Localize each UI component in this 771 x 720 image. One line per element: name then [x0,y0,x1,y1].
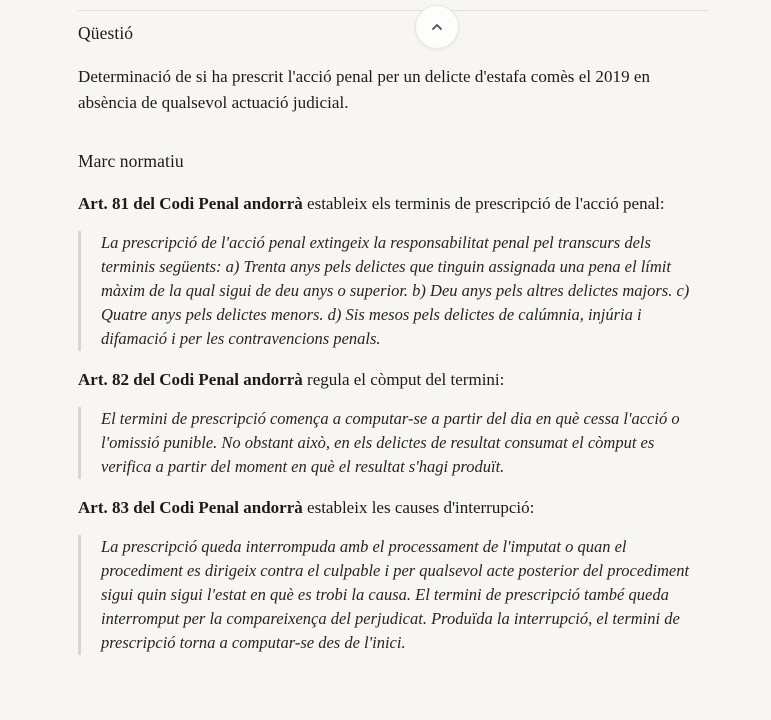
article-reference-3: Art. 83 del Codi Penal andorrà [78,498,303,518]
section-heading-marc-normatiu: Marc normatiu [78,150,184,171]
article-intro-2 [78,367,708,393]
article-quote-text-2: El termini de prescripció comença a computar-se a partir del dia en què cessa l'acció o l'omissió punible. No obstant això, en els delictes de resultat consumat el còmput es verifica a partir del moment en què el resultat s'hagi produït. [101,409,680,477]
question-paragraph: Determinació de si ha prescrit l'acció penal per un delicte d'estafa comès el 2019 en absència de qualsevol actuació judicial. [78,66,651,112]
article-quote-2 [78,407,708,479]
article-reference-2: Art. 82 del Codi Penal andorrà [78,370,303,390]
article-intro-text-2: regula el còmput del termini: [302,370,505,390]
article-content [78,22,708,671]
chevron-up-icon [430,20,444,34]
article-intro-text-1: estableix els terminis de prescripció de l'acció penal: [302,194,665,214]
article-quote-text-1: La prescripció de l'acció penal extingeix la responsabilitat penal pel transcurs dels terminis següents: a) Trenta anys pels delictes que tinguin assignada una pena el límit màxim de la qual sigui de deu anys o superior. b) Deu anys pels altres delictes majors. c) Quatre anys pels delictes menors. d) Sis mesos pels delictes de calúmnia, injúria i difamació i per les contravencions penals. [101,233,690,349]
page-title-questio: Qüestió [78,23,134,43]
scroll-to-top-button[interactable] [415,5,459,49]
article-intro-1 [78,191,708,217]
article-intro-text-3: estableix les causes d'interrupció: [302,498,535,518]
article-quote-3 [78,535,708,655]
article-quote-text-3: La prescripció queda interrompuda amb el processament de l'imputat o quan el procediment es dirigeix contra el culpable i per qualsevol acte posterior del procediment sigui quin sigui l'estat en què es trobi la causa. El termini de prescripció també queda interromput per la compareixença del perjudicat. Produïda la interrupció, el termini de prescripció torna a computar-se des de l'inici. [101,537,690,653]
article-quote-1 [78,231,708,351]
article-intro-3 [78,495,708,521]
article-reference-1: Art. 81 del Codi Penal andorrà [78,194,303,214]
top-divider [78,10,708,11]
